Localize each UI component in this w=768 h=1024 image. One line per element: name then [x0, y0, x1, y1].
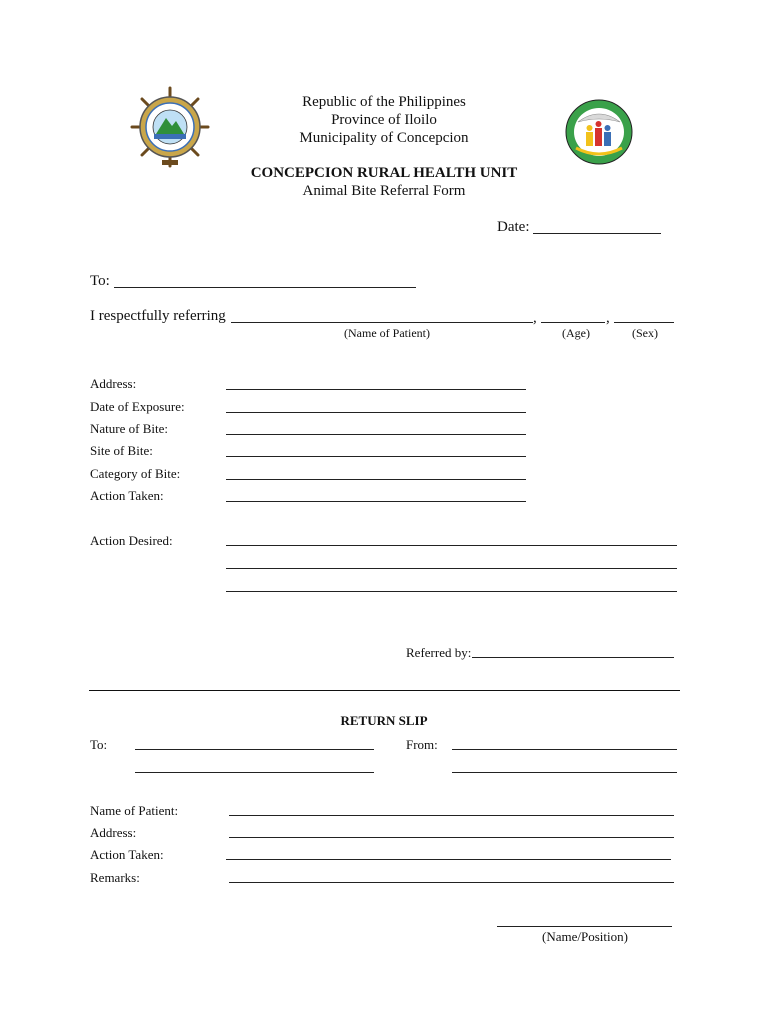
return-label-name-of-patient: Name of Patient: — [90, 803, 179, 818]
municipal-seal-icon — [128, 84, 212, 170]
action-desired-label: Action Desired: — [90, 533, 173, 548]
to-label: To: — [90, 273, 110, 289]
field-label-nature-of-bite: Nature of Bite: — [90, 421, 168, 436]
date-label: Date: — [497, 219, 530, 235]
return-label-action-taken: Action Taken: — [90, 847, 164, 862]
category-of-bite-field[interactable] — [226, 479, 526, 480]
unit-title: CONCEPCION RURAL HEALTH UNIT — [250, 165, 518, 181]
return-from-label: From: — [406, 737, 438, 752]
return-remarks-field[interactable] — [229, 882, 674, 883]
return-name-of-patient-field[interactable] — [229, 815, 674, 816]
return-slip-title: RETURN SLIP — [340, 713, 428, 728]
action-desired-field-2[interactable] — [226, 568, 677, 569]
date-field[interactable] — [533, 233, 661, 234]
header-municipality: Municipality of Concepcion — [299, 130, 469, 146]
action-desired-field-3[interactable] — [226, 591, 677, 592]
comma-1: , — [533, 310, 537, 326]
to-field[interactable] — [114, 287, 416, 288]
referring-label: I respectfully referring — [90, 308, 226, 324]
section-divider — [89, 690, 680, 691]
return-from-field-1[interactable] — [452, 749, 677, 750]
header-republic: Republic of the Philippines — [302, 94, 466, 110]
field-label-site-of-bite: Site of Bite: — [90, 443, 153, 458]
sex-field[interactable] — [614, 322, 674, 323]
caption-name-of-patient: (Name of Patient) — [344, 326, 430, 340]
form-title: Animal Bite Referral Form — [302, 183, 466, 199]
field-label-category-of-bite: Category of Bite: — [90, 466, 181, 481]
nature-of-bite-field[interactable] — [226, 434, 526, 435]
return-label-remarks: Remarks: — [90, 870, 140, 885]
caption-age: (Age) — [562, 326, 590, 340]
field-label-address: Address: — [90, 376, 137, 391]
action-taken-field[interactable] — [226, 501, 526, 502]
signature-field[interactable] — [497, 926, 672, 927]
return-address-field[interactable] — [229, 837, 674, 838]
return-to-field-2[interactable] — [135, 772, 374, 773]
site-of-bite-field[interactable] — [226, 456, 526, 457]
field-label-action-taken: Action Taken: — [90, 488, 164, 503]
health-unit-logo-icon — [564, 98, 634, 166]
comma-2: , — [606, 310, 610, 326]
return-action-taken-field[interactable] — [226, 859, 671, 860]
return-label-address: Address: — [90, 825, 137, 840]
address-field[interactable] — [226, 389, 526, 390]
action-desired-field-1[interactable] — [226, 545, 677, 546]
referred-by-label: Referred by: — [406, 645, 472, 660]
return-to-label: To: — [90, 737, 108, 752]
referred-by-field[interactable] — [472, 657, 674, 658]
caption-sex: (Sex) — [632, 326, 658, 340]
date-of-exposure-field[interactable] — [226, 412, 526, 413]
age-field[interactable] — [541, 322, 605, 323]
signature-caption: (Name/Position) — [542, 929, 628, 944]
return-from-field-2[interactable] — [452, 772, 677, 773]
header-province: Province of Iloilo — [331, 112, 437, 128]
field-label-date-of-exposure: Date of Exposure: — [90, 399, 185, 414]
patient-name-field[interactable] — [231, 322, 533, 323]
return-to-field-1[interactable] — [135, 749, 374, 750]
